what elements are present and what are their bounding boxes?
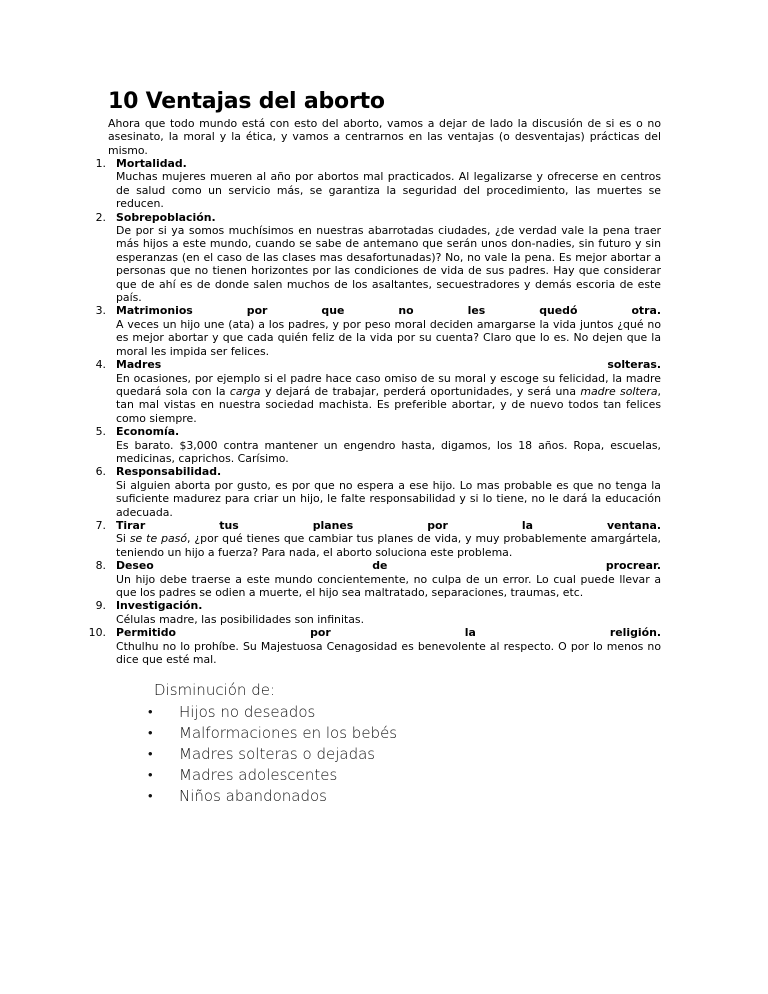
handwritten-list bbox=[148, 702, 554, 807]
item-heading: Madres solteras. bbox=[116, 358, 661, 372]
bullet-icon: • bbox=[148, 768, 153, 783]
list-item bbox=[148, 765, 554, 786]
item-heading: Deseo de procrear. bbox=[116, 559, 661, 573]
item-body: Muchas mujeres mueren al año por abortos mal practicados. Al legalizarse y ofrecerse en centros de salud como un servicio más, se garantiza la seguridad del procedimiento, las muertes se reducen. bbox=[116, 170, 661, 211]
item-heading: Sobrepoblación. bbox=[116, 210, 216, 224]
item-body bbox=[116, 372, 661, 426]
list-item bbox=[95, 425, 661, 465]
item-body-emphasis: madre soltera bbox=[580, 384, 658, 398]
item-body: De por si ya somos muchísimos en nuestras abarrotadas ciudades, ¿de verdad vale la pena traer más hijos a este mundo, cuando se sabe de antemano que serán unos don-nadies, sin futuro y sin esperanzas (en el caso de las clases mas desafortunadas)? No, no vale la pena. Es mejor abortar a personas que no tienen horizontes por las condiciones de vida de sus padres. Hay que considerar que de ahí es de donde salen muchos de los asaltantes, secuestradores y demás escoria de este país. bbox=[116, 224, 661, 305]
list-item bbox=[88, 626, 661, 667]
item-heading: Economía. bbox=[116, 425, 180, 439]
bullet-icon: • bbox=[148, 705, 153, 720]
item-body-text: , ¿por qué tienes que cambiar tus planes de vida, y muy probablemente amargártela, teniendo un hijo a fuerza? Para nada, el aborto soluciona este problema. bbox=[116, 532, 661, 559]
item-number: 3. bbox=[95, 304, 106, 318]
item-heading: Tirar tus planes por la ventana. bbox=[116, 518, 661, 532]
item-heading: Matrimonios por que no les quedó otra. bbox=[116, 304, 661, 318]
handwritten-caption: Disminución de: bbox=[154, 681, 275, 699]
item-body: Si alguien aborta por gusto, es por que no espera a ese hijo. Lo mas probable es que no tenga la suficiente madurez para criar un hijo, le falte responsabilidad y si lo tiene, no le dará la educación adecuada. bbox=[116, 478, 661, 519]
item-body: Células madre, las posibilidades son infinitas. bbox=[116, 612, 365, 626]
item-body-text: Si bbox=[116, 532, 130, 546]
handwritten-item: Malformaciones en los bebés bbox=[179, 724, 398, 742]
list-item bbox=[95, 358, 661, 425]
item-heading: Investigación. bbox=[116, 599, 203, 613]
item-number: 10. bbox=[88, 626, 106, 640]
bullet-icon: • bbox=[148, 726, 153, 741]
item-heading: Mortalidad. bbox=[116, 157, 187, 170]
item-heading: Permitido por la religión. bbox=[116, 626, 661, 640]
bullet-icon: • bbox=[148, 747, 153, 762]
item-number: 6. bbox=[95, 465, 106, 479]
handwritten-note bbox=[148, 680, 554, 807]
item-body bbox=[116, 532, 661, 559]
item-body: Es barato. $3,000 contra mantener un engendro hasta, digamos, los 18 años. Ropa, escuelas, medicinas, caprichos. Carísimo. bbox=[116, 438, 661, 465]
item-number: 1. bbox=[95, 157, 106, 170]
handwritten-item: Hijos no deseados bbox=[179, 703, 316, 721]
handwritten-item: Madres adolescentes bbox=[179, 766, 338, 784]
list-item bbox=[95, 518, 661, 559]
item-number: 2. bbox=[95, 210, 106, 224]
item-number: 8. bbox=[95, 559, 106, 573]
list-item bbox=[148, 702, 554, 723]
item-body-text: En ocasiones, por ejemplo si el padre hace caso omiso de su moral y escoge su felicidad, la madre quedará sola con la bbox=[116, 371, 661, 398]
item-number: 4. bbox=[95, 358, 106, 372]
list-item bbox=[148, 723, 554, 744]
list-item bbox=[95, 559, 661, 599]
item-body: A veces un hijo une (ata) a los padres, y por peso moral deciden amargarse la vida juntos ¿qué no es mejor abortar y que cada quién feliz de la vida por su cuenta? Claro que lo es. No dejen que la moral les impida ser felices. bbox=[116, 317, 661, 358]
list-item bbox=[95, 304, 661, 358]
list-item bbox=[95, 599, 661, 626]
list-item bbox=[148, 786, 554, 807]
handwritten-item: Niños abandonados bbox=[179, 787, 327, 805]
advantages-list bbox=[88, 157, 661, 667]
bullet-icon: • bbox=[148, 789, 153, 804]
item-body-text: y dejará de trabajar, perderá oportunidades, y será una bbox=[260, 384, 581, 398]
item-number: 5. bbox=[95, 425, 106, 439]
list-item bbox=[95, 210, 661, 305]
item-number: 9. bbox=[95, 599, 106, 613]
item-body: Un hijo debe traerse a este mundo concientemente, no culpa de un error. Lo cual puede llevar a que los padres se odien a muerte, el hijo sea maltratado, separaciones, traumas, etc. bbox=[116, 572, 661, 599]
page-title: 10 Ventajas del aborto bbox=[108, 89, 385, 114]
intro-paragraph: Ahora que todo mundo está con esto del aborto, vamos a dejar de lado la discusión de si es o no asesinato, la moral y la ética, y vamos a centrarnos en las ventajas (o desventajas) prácticas del mismo. bbox=[108, 117, 661, 157]
item-body: Cthulhu no lo prohíbe. Su Majestuosa Cenagosidad es benevolente al respecto. O por lo menos no dice que esté mal. bbox=[116, 639, 661, 667]
list-item bbox=[95, 465, 661, 519]
item-number: 7. bbox=[95, 518, 106, 532]
handwritten-item: Madres solteras o dejadas bbox=[179, 745, 376, 763]
list-item bbox=[148, 744, 554, 765]
item-body-emphasis: carga bbox=[229, 384, 261, 398]
list-item bbox=[95, 157, 661, 211]
item-body-text: , tan mal vistas en nuestra sociedad machista. Es preferible abortar, y de nuevo todos tan felices como siempre. bbox=[116, 384, 661, 425]
item-heading: Responsabilidad. bbox=[116, 465, 222, 479]
item-body-emphasis: se te pasó bbox=[129, 532, 188, 546]
